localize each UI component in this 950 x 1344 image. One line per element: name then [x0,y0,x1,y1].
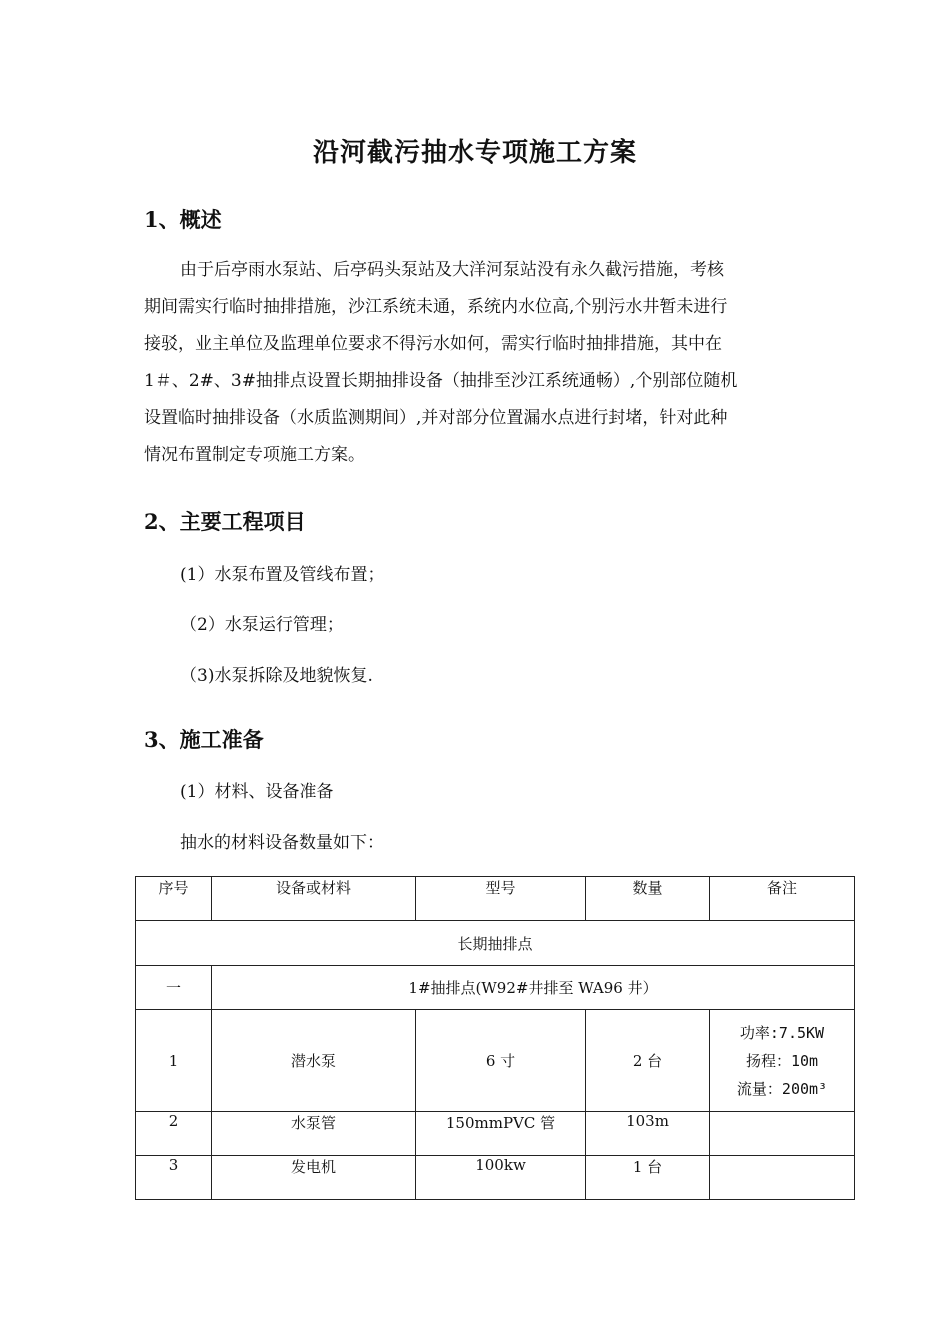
cell-remark [710,1156,855,1200]
section-2-heading: 2、主要工程项目 [144,509,306,534]
column-header: 序号 [136,877,212,921]
group-number-cell: 一 [136,966,212,1010]
cell-no: 3 [136,1156,212,1200]
paragraph-line: 设置临时抽排设备（水质监测期间）,并对部分位置漏水点进行封堵，针对此种 [144,408,728,428]
section-3-heading: 3、施工准备 [144,727,264,752]
table-header-row [136,877,855,921]
cell-model: 6 寸 [416,1010,586,1112]
paragraph-line: 接驳，业主单位及监理单位要求不得污水如何，需实行临时抽排措施，其中在 [144,334,722,354]
list-item: （2）水泵运行管理； [180,615,344,635]
section-1-heading: 1、概述 [144,207,222,232]
column-header: 设备或材料 [212,877,416,921]
cell-remark [710,1010,855,1112]
cell-no: 2 [136,1112,212,1156]
page-title: 沿河截污抽水专项施工方案 [312,138,637,168]
list-item: （3)水泵拆除及地貌恢复. [180,666,373,686]
cell-name: 水泵管 [212,1112,416,1156]
list-item: 抽水的材料设备数量如下： [180,833,384,853]
list-item: (1）水泵布置及管线布置； [180,565,385,585]
cell-qty: 103m [586,1112,710,1156]
remark-line: 扬程：10m [745,1051,819,1070]
cell-remark [710,1112,855,1156]
list-item: (1）材料、设备准备 [180,782,334,802]
cell-name: 发电机 [212,1156,416,1200]
cell-model: 100kw [416,1156,586,1200]
column-header: 型号 [416,877,586,921]
cell-no: 1 [136,1010,212,1112]
paragraph-line: 由于后亭雨水泵站、后亭码头泵站及大洋河泵站没有永久截污措施，考核 [180,260,724,280]
table-group-row [136,966,855,1010]
column-header: 备注 [710,877,855,921]
cell-qty: 2 台 [586,1010,710,1112]
paragraph-line: 期间需实行临时抽排措施，沙江系统未通，系统内水位高,个别污水井暂未进行 [144,297,728,317]
column-header: 数量 [586,877,710,921]
table-row [136,1156,855,1200]
remark-line: 流量：200m³ [736,1079,828,1098]
cell-qty: 1 台 [586,1156,710,1200]
table-row [136,1010,855,1112]
table-row [136,1112,855,1156]
paragraph-line: 1＃、2#、3#抽排点设置长期抽排设备（抽排至沙江系统通畅）,个别部位随机 [144,371,738,391]
section-title-cell: 长期抽排点 [136,921,855,966]
cell-name: 潜水泵 [212,1010,416,1112]
group-label-cell: 1#抽排点(W92#井排至 WA96 井） [212,966,855,1010]
table-section-row [136,921,855,966]
cell-model: 150mmPVC 管 [416,1112,586,1156]
remark-line: 功率:7.5KW [739,1023,825,1042]
paragraph-line: 情况布置制定专项施工方案。 [144,445,365,465]
materials-table [135,876,855,1200]
section-1-paragraph [144,252,808,474]
